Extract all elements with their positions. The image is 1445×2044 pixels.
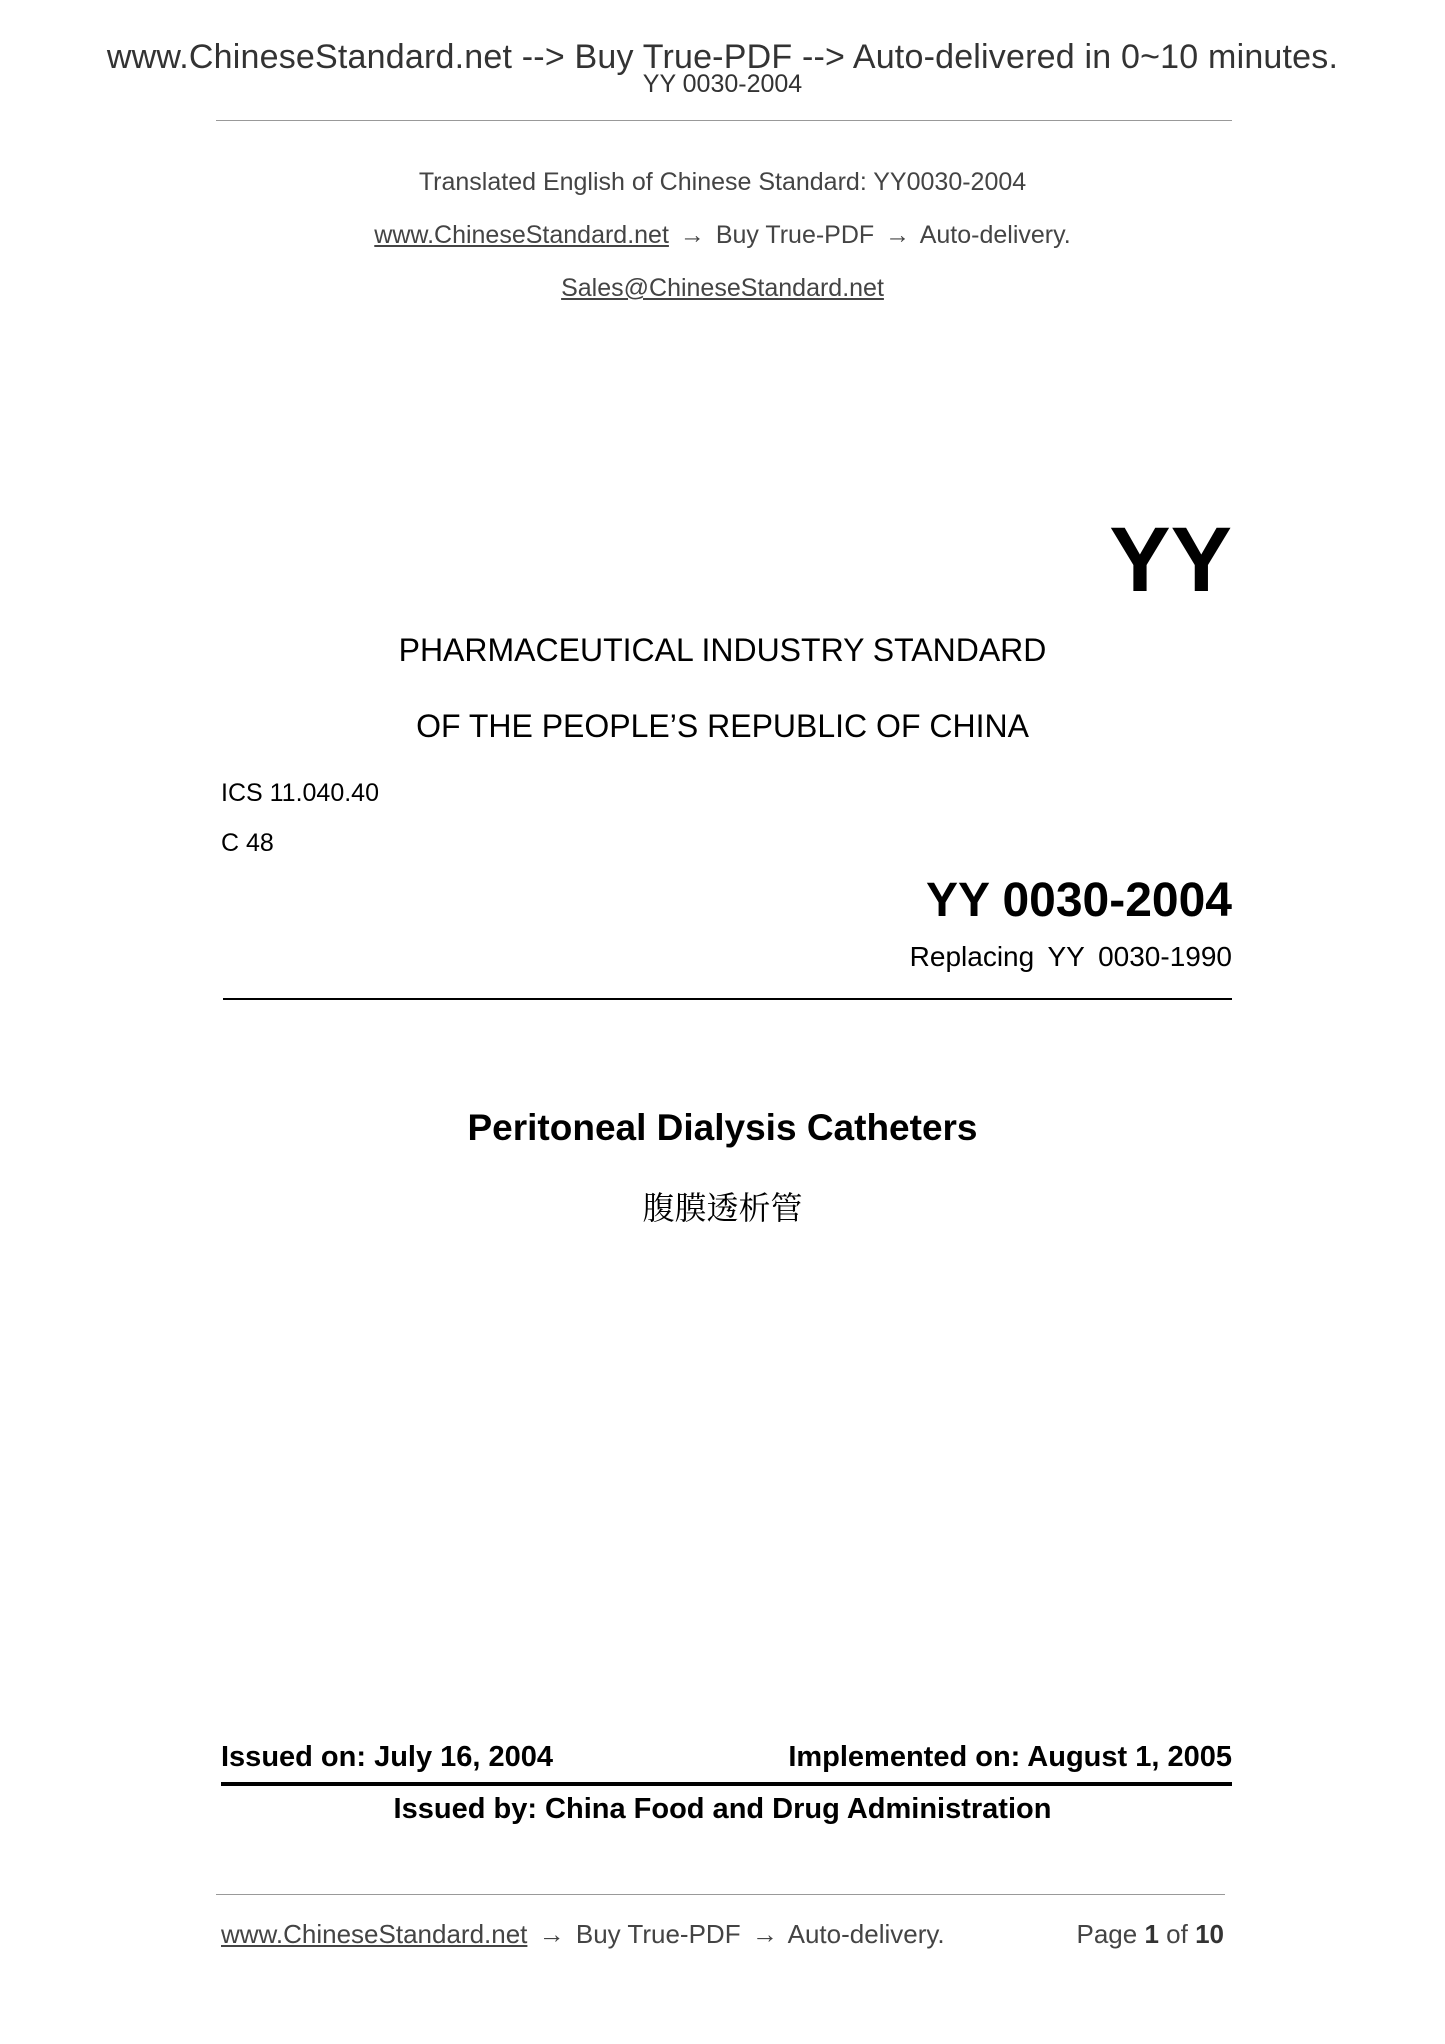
- footer-delivery-text: Auto-delivery.: [787, 1919, 945, 1949]
- standard-title-line2: OF THE PEOPLE’S REPUBLIC OF CHINA: [416, 708, 1029, 744]
- document-title: Peritoneal Dialysis Catheters: [467, 1107, 978, 1148]
- arrow-icon: →: [885, 221, 911, 249]
- translated-line: Translated English of Chinese Standard: YY0030-2004: [418, 168, 1027, 196]
- arrow-icon: →: [679, 221, 705, 249]
- footer-link-row: [221, 1919, 945, 1950]
- footer-site-link[interactable]: www.ChineseStandard.net: [221, 1919, 528, 1949]
- buy-true-pdf-text: Buy True-PDF: [715, 221, 875, 249]
- top-banner: www.ChineseStandard.net --> Buy True-PDF --> Auto-delivered in 0~10 minutes.: [106, 38, 1339, 76]
- ccs-code: C 48: [221, 829, 274, 857]
- page-number: [1076, 1919, 1224, 1950]
- category-code: YY: [1109, 509, 1232, 611]
- header-link-row: [0, 221, 1445, 250]
- issuing-authority: Issued by: China Food and Drug Administration: [393, 1793, 1052, 1825]
- implemented-on-date: Implemented on: August 1, 2005: [788, 1741, 1232, 1773]
- email-row: [0, 274, 1445, 303]
- page-label: Page: [1076, 1919, 1138, 1949]
- header-doc-code: YY 0030-2004: [642, 70, 803, 98]
- sales-email-link[interactable]: Sales@ChineseStandard.net: [561, 274, 884, 302]
- arrow-icon: →: [538, 1919, 565, 1949]
- ics-code: ICS 11.040.40: [221, 779, 379, 807]
- footer-buy-text: Buy True-PDF: [575, 1919, 741, 1949]
- cover-divider: [223, 998, 1232, 1000]
- site-link[interactable]: www.ChineseStandard.net: [374, 221, 669, 249]
- dates-divider: [221, 1782, 1232, 1786]
- page-total: 10: [1195, 1919, 1224, 1949]
- replacing-note: Replacing YY 0030-1990: [909, 941, 1232, 972]
- auto-delivery-text: Auto-delivery.: [919, 221, 1071, 249]
- standard-title-line1: PHARMACEUTICAL INDUSTRY STANDARD: [398, 632, 1047, 668]
- document-title-chinese: 腹膜透析管: [642, 1190, 803, 1226]
- page-of-label: of: [1166, 1919, 1188, 1949]
- issued-on-date: Issued on: July 16, 2004: [221, 1741, 554, 1773]
- page-current: 1: [1144, 1919, 1159, 1949]
- footer-divider: [216, 1894, 1225, 1895]
- arrow-icon: →: [751, 1919, 778, 1949]
- header-divider: [216, 120, 1232, 121]
- standard-number: YY 0030-2004: [925, 874, 1232, 927]
